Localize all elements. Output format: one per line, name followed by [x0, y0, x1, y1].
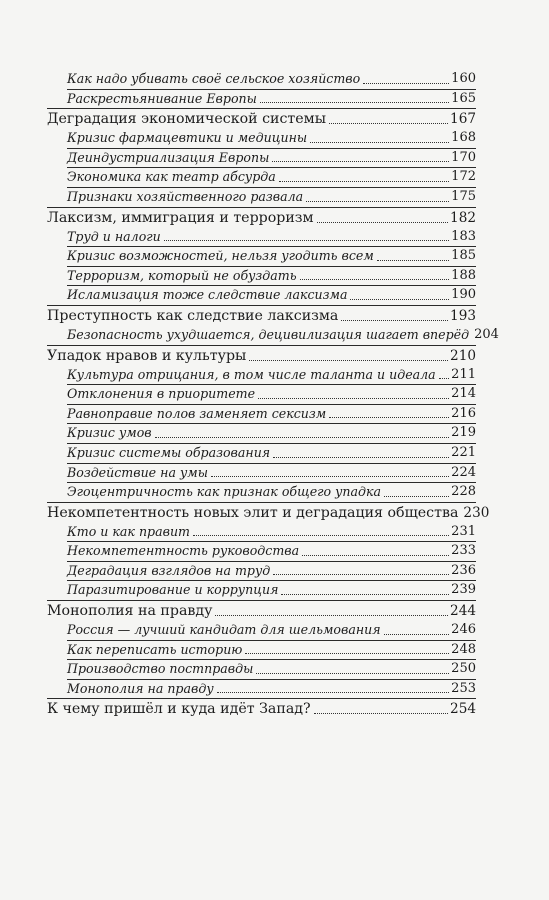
- toc-entry-title: Преступность как следствие лаксизма: [47, 307, 339, 324]
- toc-page-number: 185: [451, 248, 476, 264]
- toc-page-number: 248: [451, 641, 476, 657]
- toc-page-number: 172: [451, 169, 476, 185]
- toc-entry-title: Кризис возможностей, нельзя угодить всем: [67, 248, 374, 264]
- toc-entry-title: Кризис системы образования: [67, 444, 271, 460]
- toc-page-number: 190: [451, 287, 476, 303]
- toc-section-row: [67, 187, 476, 207]
- toc-entry-title: Культура отрицания, в том числе таланта и идеала: [67, 366, 436, 382]
- toc-entry-title: Монополия на правду: [67, 680, 214, 696]
- toc-entry-title: Монополия на правду: [47, 603, 213, 620]
- dot-leader: [193, 534, 449, 536]
- toc-section-row: [67, 148, 476, 168]
- toc-page-number: 188: [451, 267, 476, 283]
- toc-entry-title: Деиндустриализация Европы: [67, 149, 270, 165]
- toc-section-row: [67, 266, 476, 286]
- toc-page-number: 219: [451, 425, 476, 441]
- toc-section-row: [67, 384, 476, 404]
- toc-entry-title: Деградация взглядов на труд: [67, 562, 271, 578]
- table-of-contents: [47, 70, 499, 719]
- toc-page-number: 165: [451, 90, 476, 106]
- toc-section-row: [67, 228, 476, 247]
- dot-leader: [260, 101, 449, 103]
- toc-page-number: 168: [451, 130, 476, 146]
- dot-leader: [363, 82, 449, 84]
- toc-entry-title: Как переписать историю: [67, 641, 243, 657]
- dot-leader: [273, 573, 449, 575]
- toc-entry-title: Воздействие на умы: [67, 464, 208, 480]
- toc-page-number: 167: [450, 111, 476, 128]
- toc-section-row: [67, 404, 476, 424]
- toc-page-number: 214: [451, 386, 476, 402]
- toc-page-number: 230: [463, 504, 490, 521]
- toc-section-row: [67, 89, 476, 109]
- dot-leader: [258, 397, 449, 399]
- toc-entry-title: Как надо убивать своё сельское хозяйство: [67, 71, 361, 86]
- toc-page-number: 204: [474, 326, 499, 342]
- toc-entry-title: Деградация экономической системы: [47, 111, 326, 128]
- toc-entry-title: Кризис умов: [67, 425, 152, 441]
- toc-chapter-row: [47, 207, 476, 228]
- toc-entry-title: Россия — лучший кандидат для шельмования: [67, 622, 381, 638]
- toc-page-number: 228: [451, 484, 476, 500]
- toc-section-row: [67, 285, 476, 305]
- toc-entry-title: Безопасность ухудшается, децивилизация шагает вперёд: [67, 326, 470, 342]
- toc-page-number: 233: [451, 543, 476, 559]
- toc-page-number: 244: [450, 603, 476, 620]
- toc-section-row: [67, 640, 476, 660]
- toc-page-number: 175: [451, 188, 476, 204]
- toc-page-number: 182: [450, 209, 476, 226]
- dot-leader: [155, 436, 450, 438]
- toc-page-number: 216: [451, 405, 476, 421]
- dot-leader: [249, 359, 448, 361]
- toc-page-number: 221: [451, 444, 476, 460]
- toc-entry-title: Отклонения в приоритете: [67, 386, 256, 402]
- dot-leader: [281, 593, 449, 595]
- toc-page-number: 211: [451, 366, 476, 382]
- toc-entry-title: Кто и как правит: [67, 523, 191, 539]
- toc-entry-title: Признаки хозяйственного развала: [67, 188, 304, 204]
- toc-entry-title: Экономика как театр абсурда: [67, 169, 276, 185]
- toc-entry-title: Терроризм, который не обуздать: [67, 267, 297, 283]
- toc-page-number: 250: [451, 661, 476, 677]
- dot-leader: [164, 239, 449, 241]
- toc-section-row: [67, 482, 476, 502]
- toc-entry-title: Раскрестьянивание Европы: [67, 90, 257, 106]
- toc-section-row: [67, 70, 476, 89]
- dot-leader: [350, 298, 449, 300]
- dot-leader: [211, 475, 449, 477]
- toc-section-row: [67, 129, 476, 148]
- toc-page-number: 246: [451, 622, 476, 638]
- toc-chapter-row: [47, 345, 476, 366]
- toc-chapter-row: [47, 108, 476, 129]
- toc-page-number: 170: [451, 149, 476, 165]
- toc-chapter-row: [47, 502, 490, 523]
- dot-leader: [314, 712, 448, 714]
- dot-leader: [215, 614, 448, 616]
- toc-section-row: [67, 580, 476, 600]
- toc-entry-title: Лаксизм, иммиграция и терроризм: [47, 209, 314, 226]
- toc-page-number: 254: [450, 701, 476, 718]
- dot-leader: [384, 495, 449, 497]
- toc-section-row: [67, 326, 499, 345]
- toc-chapter-row: [47, 698, 476, 719]
- toc-entry-title: Равноправие полов заменяет сексизм: [67, 405, 327, 421]
- toc-chapter-row: [47, 600, 476, 621]
- dot-leader: [329, 416, 449, 418]
- dot-leader: [302, 554, 449, 556]
- toc-page-number: 236: [451, 562, 476, 578]
- toc-section-row: [67, 246, 476, 266]
- dot-leader: [256, 672, 449, 674]
- dot-leader: [341, 319, 448, 321]
- dot-leader: [300, 278, 450, 280]
- toc-section-row: [67, 366, 476, 385]
- toc-page-number: 253: [451, 680, 476, 696]
- dot-leader: [245, 652, 449, 654]
- toc-section-row: [67, 443, 476, 463]
- toc-section-row: [67, 463, 476, 483]
- dot-leader: [217, 691, 450, 693]
- dot-leader: [273, 456, 449, 458]
- toc-page-number: 193: [450, 307, 476, 324]
- toc-section-row: [67, 679, 476, 699]
- toc-page-number: 183: [451, 228, 476, 244]
- toc-page-number: 210: [450, 347, 476, 364]
- toc-entry-title: Эгоцентричность как признак общего упадка: [67, 484, 382, 500]
- toc-section-row: [67, 523, 476, 542]
- toc-page-number: 160: [451, 71, 476, 86]
- dot-leader: [310, 141, 449, 143]
- toc-section-row: [67, 167, 476, 187]
- toc-section-row: [67, 423, 476, 443]
- toc-entry-title: Некомпетентность новых элит и деградация общества: [47, 504, 459, 521]
- toc-section-row: [67, 541, 476, 561]
- dot-leader: [329, 122, 448, 124]
- toc-entry-title: Некомпетентность руководства: [67, 543, 300, 559]
- toc-entry-title: Труд и налоги: [67, 228, 161, 244]
- toc-entry-title: Производство постправды: [67, 661, 254, 677]
- toc-entry-title: Паразитирование и коррупция: [67, 582, 279, 598]
- dot-leader: [306, 200, 449, 202]
- toc-entry-title: К чему пришёл и куда идёт Запад?: [47, 701, 311, 718]
- toc-entry-title: Упадок нравов и культуры: [47, 347, 247, 364]
- dot-leader: [377, 259, 449, 261]
- dot-leader: [279, 180, 449, 182]
- toc-page-number: 239: [451, 582, 476, 598]
- dot-leader: [439, 377, 449, 379]
- toc-page-number: 224: [451, 464, 476, 480]
- dot-leader: [272, 160, 449, 162]
- toc-section-row: [67, 561, 476, 581]
- toc-section-row: [67, 659, 476, 679]
- toc-section-row: [67, 621, 476, 640]
- toc-chapter-row: [47, 305, 476, 326]
- dot-leader: [317, 221, 448, 223]
- toc-entry-title: Исламизация тоже следствие лаксизма: [67, 287, 348, 303]
- toc-page-number: 231: [451, 523, 476, 539]
- toc-entry-title: Кризис фармацевтики и медицины: [67, 130, 308, 146]
- dot-leader: [384, 633, 450, 635]
